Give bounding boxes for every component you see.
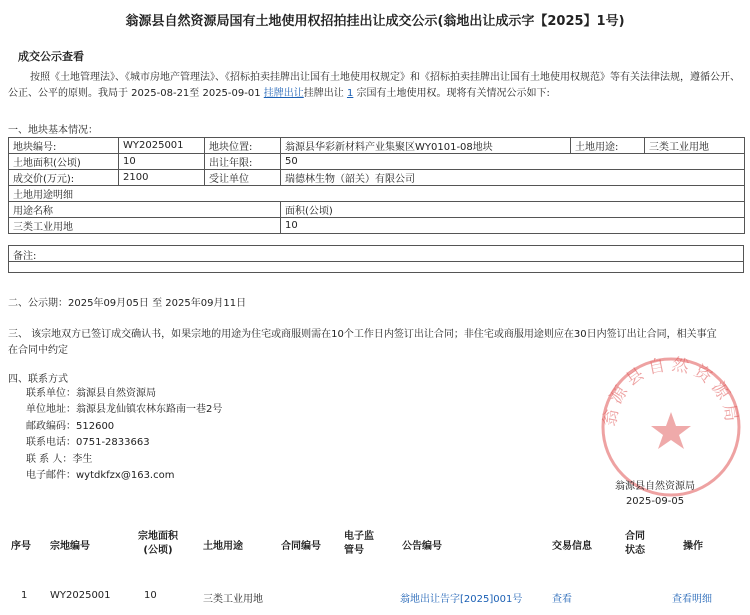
location-value: 翁源县华彩新材料产业集聚区WY0101-08地块 (281, 138, 571, 154)
row-area: 10 (144, 590, 157, 601)
col-header-trade-info: 交易信息 (552, 541, 592, 552)
price-value: 2100 (119, 170, 205, 186)
col-header-use: 土地用途 (203, 541, 243, 552)
contact-info (26, 386, 222, 484)
stamp-date: 2025-09-05 (625, 496, 685, 507)
view-heading: 成交公示查看 (18, 50, 84, 63)
parcel-info-table (8, 137, 745, 234)
table-row (9, 138, 745, 154)
contact-address: 单位地址：翁源县龙仙镇农林东路南一巷2号 (26, 404, 223, 416)
section1-heading: 一、地块基本情况： (8, 125, 98, 136)
col-header-contract-status: 合同 状态 (625, 531, 645, 556)
col-header-action: 操作 (683, 541, 703, 552)
col-header-contract-no: 合同编号 (281, 541, 321, 552)
grantee-label: 受让单位 (205, 170, 281, 186)
contact-unit: 联系单位：翁源县自然资源局 (26, 388, 156, 399)
col-header-notice-no: 公告编号 (402, 541, 442, 552)
col-header-e-supervision: 电子监 管号 (344, 531, 374, 556)
area-label: 土地面积(公顷) (9, 154, 119, 170)
intro-text-1: 按照《土地管理法》、《城市房地产管理法》、《招标拍卖挂牌出让国有土地使用权规定》和《招标拍卖挂牌出让国有土地使用权规范》等有关法律法规，遵循公开、公正、公平的原则。我局于 2025-08-21至 2025-09-01 (8, 72, 740, 99)
contact-phone: 联系电话：0751-2833663 (26, 437, 150, 449)
use-name-value: 三类工业用地 (9, 218, 281, 234)
table-row (9, 154, 745, 170)
land-use-value: 三类工业用地 (645, 138, 745, 154)
page-title: 翁源县自然资源局国有土地使用权招拍挂出让成交公示(翁地出让成示字【2025】1号) (125, 14, 625, 29)
use-area-value: 10 (281, 218, 745, 234)
use-detail-label: 土地用途明细 (9, 186, 745, 202)
row-seq: 1 (21, 590, 28, 601)
publicity-period: 二、公示期：2025年09月05日 至 2025年09月11日 (8, 298, 247, 309)
area-value: 10 (119, 154, 205, 170)
stamp-org: 翁源县自然资源局 (615, 481, 695, 492)
col-header-seq: 序号 (11, 541, 31, 552)
trade-info-link[interactable]: 查看 (552, 594, 572, 605)
price-label: 成交价(万元): (9, 170, 119, 186)
table-row (9, 202, 745, 218)
notice-link[interactable]: 翁地出让告字[2025]001号 (400, 594, 523, 605)
table-row (9, 186, 745, 202)
plot-no-label: 地块编号: (9, 138, 119, 154)
intro-paragraph (8, 70, 745, 102)
parcel-count-link[interactable]: 1 (346, 88, 354, 99)
use-area-header: 面积(公顷) (281, 202, 745, 218)
divider (9, 261, 743, 262)
location-label: 地块位置: (205, 138, 281, 154)
row-plot-no: WY2025001 (50, 590, 111, 601)
section3-line2: 在合同中约定 (8, 345, 68, 356)
col-header-area: 宗地面积 (公顷) (138, 531, 178, 556)
listing-link[interactable]: 挂牌出让 (263, 88, 304, 99)
intro-text-2: 挂牌出让 (303, 88, 347, 99)
notes-label: 备注: (13, 251, 37, 262)
grantee-value: 瑞德林生物（韶关）有限公司 (281, 170, 745, 186)
row-use: 三类工业用地 (203, 594, 263, 605)
intro-text-3: 宗国有土地使用权。现将有关情况公示如下: (353, 88, 550, 99)
table-row (9, 218, 745, 234)
svg-text:翁源县自然资源局: 翁源县自然资源局 (600, 354, 742, 428)
notes-box (8, 245, 744, 273)
contact-email: 电子邮件：wytdkfzx@163.com (26, 470, 175, 482)
col-header-plot-no: 宗地编号 (50, 541, 90, 552)
plot-no-value: WY2025001 (119, 138, 205, 154)
term-value: 50 (281, 154, 745, 170)
section4-heading: 四、联系方式 (8, 374, 68, 385)
term-label: 出让年限: (205, 154, 281, 170)
stamp-caption (615, 479, 695, 509)
contact-person: 联 系 人：李生 (26, 453, 93, 465)
land-use-label: 土地用途: (571, 138, 645, 154)
table-row (9, 170, 745, 186)
view-details-link[interactable]: 查看明细 (672, 594, 712, 605)
contact-postcode: 邮政编码：512600 (26, 420, 115, 432)
use-name-header: 用途名称 (9, 202, 281, 218)
section3-line1: 三、 该宗地双方已签订成交确认书，如果宗地的用途为住宅或商服则需在10个工作日内签订出让合同；非住宅或商服用途则应在30日内签订出让合同，相关事宜 (8, 329, 717, 340)
